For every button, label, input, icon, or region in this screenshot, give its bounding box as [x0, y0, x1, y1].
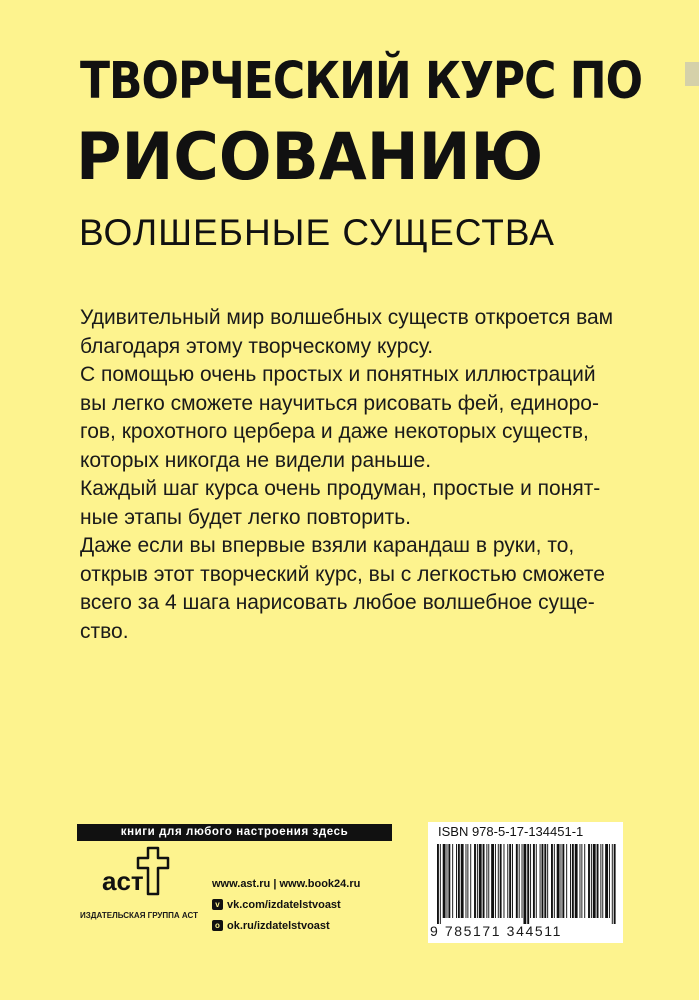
barcode-bar — [551, 844, 553, 918]
barcode-bar — [522, 844, 523, 918]
title-line-2: РИСОВАНИЮ — [76, 118, 544, 195]
barcode-bar — [570, 844, 571, 918]
description-line: гов, крохотного цербера и даже некоторых существ, — [80, 420, 589, 443]
barcode-bar — [533, 844, 535, 918]
barcode-bar — [566, 844, 567, 918]
barcode-bar — [561, 844, 562, 918]
ok-icon: o — [212, 920, 223, 931]
barcode-bar — [614, 844, 616, 924]
barcode-bar — [547, 844, 548, 918]
corner-tab — [685, 62, 699, 86]
barcode-bar — [562, 844, 564, 918]
barcode-bar — [466, 844, 467, 918]
description-line: Удивительный мир волшебных существ откроется вам — [80, 306, 614, 329]
description-line: ные этапы будет легко повторить. — [80, 505, 412, 529]
barcode-bar — [575, 844, 578, 918]
vk-icon: v — [212, 899, 223, 910]
barcode-bar — [530, 844, 531, 918]
barcode-bar — [498, 844, 499, 918]
barcode — [435, 844, 617, 924]
ast-logo — [100, 846, 180, 896]
barcode-bar — [504, 844, 505, 918]
description-line: С помощью очень простых и понятных иллюстраций — [80, 363, 596, 386]
barcode-bar — [600, 844, 601, 918]
description-line: открыв этот творческий курс, вы с легкостью сможете — [80, 562, 605, 586]
barcode-bar — [452, 844, 453, 918]
barcode-bar — [470, 844, 471, 918]
barcode-bar — [495, 844, 496, 918]
barcode-bar — [527, 844, 529, 924]
subtitle: ВОЛШЕБНЫЕ СУЩЕСТВА — [79, 212, 555, 253]
barcode-bar — [458, 844, 460, 918]
vk-link-text: vk.com/izdatelstvoast — [227, 898, 341, 911]
barcode-bar — [479, 844, 482, 918]
isbn-label: ISBN 978-5-17-134451-1 — [438, 824, 584, 839]
description-line: Даже если вы впервые взяли карандаш в руки, то, — [80, 534, 575, 557]
barcode-bar — [477, 844, 478, 918]
barcode-bar — [544, 844, 546, 918]
barcode-bar — [597, 844, 599, 918]
barcode-bar — [443, 844, 446, 918]
barcode-bar — [488, 844, 489, 918]
barcode-bar — [602, 844, 603, 918]
barcode-bar — [612, 844, 613, 924]
barcode-bar — [474, 844, 476, 918]
description-line: Каждый шаг курса очень продуман, простые и понят- — [80, 477, 601, 500]
barcode-bar — [593, 844, 596, 918]
publisher-tagline: книги для любого настроения здесь — [77, 824, 392, 841]
barcode-bar — [512, 844, 513, 918]
barcode-bar — [440, 844, 441, 924]
ok-link[interactable] — [212, 916, 360, 935]
barcode-bar — [572, 844, 574, 918]
title-line-1: ТВОРЧЕСКИЙ КУРС ПО — [80, 52, 643, 111]
website-links[interactable]: www.ast.ru | www.book24.ru — [212, 877, 361, 890]
barcode-bar — [540, 844, 541, 918]
publisher-links — [212, 874, 360, 935]
barcode-bar — [448, 844, 450, 918]
barcode-bar — [509, 844, 511, 918]
barcode-bar — [591, 844, 592, 918]
barcode-bar — [588, 844, 590, 918]
barcode-bar — [486, 844, 487, 918]
barcode-bar — [536, 844, 537, 918]
barcode-bar — [542, 844, 544, 918]
description-text — [80, 304, 625, 646]
logo-text: аст — [102, 866, 144, 896]
barcode-bar — [554, 844, 555, 918]
barcode-bar — [516, 844, 518, 918]
barcode-bar — [584, 844, 585, 918]
isbn-box — [428, 822, 623, 943]
barcode-bar — [461, 844, 464, 918]
description-line: ство. — [80, 619, 129, 643]
barcode-bar — [609, 844, 610, 918]
barcode-digits: 9 785171 344511 — [430, 923, 562, 939]
ok-link-text: ok.ru/izdatelstvoast — [227, 919, 330, 932]
description-line: благодаря этому творческому курсу. — [80, 334, 434, 358]
barcode-bar — [581, 844, 582, 918]
barcode-bar — [580, 844, 581, 918]
description-line: которых никогда не видели раньше. — [80, 448, 432, 472]
vk-link[interactable] — [212, 895, 360, 914]
barcode-bar — [507, 844, 508, 918]
barcode-bar — [523, 844, 526, 924]
description-line: вы легко сможете научиться рисовать фей, единоро- — [80, 391, 599, 415]
barcode-bar — [437, 844, 439, 924]
barcode-bar — [483, 844, 485, 918]
barcode-bar — [467, 844, 468, 918]
barcode-bar — [605, 844, 608, 918]
description-line: всего за 4 шага нарисовать любое волшебное суще- — [80, 591, 595, 614]
barcode-bar — [456, 844, 457, 918]
publisher-label: ИЗДАТЕЛЬСКАЯ ГРУППА АСТ — [80, 911, 198, 920]
barcode-bar — [491, 844, 494, 918]
barcode-bar — [500, 844, 502, 918]
barcode-bar — [519, 844, 520, 918]
barcode-bar — [557, 844, 560, 918]
barcode-bar — [447, 844, 448, 918]
